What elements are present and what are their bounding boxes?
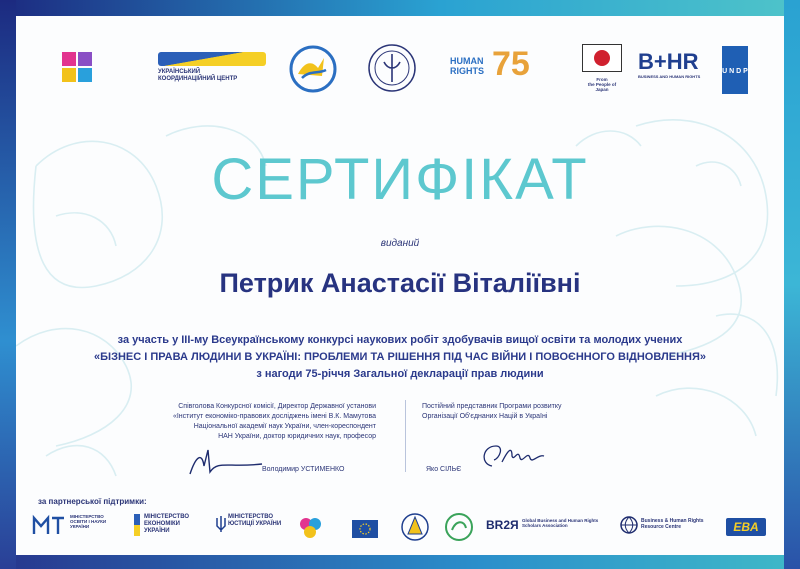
br2-text: BR2Я — [486, 518, 519, 532]
mohm-line-3: УКРАЇНИ — [70, 524, 90, 529]
right-title-line-1: Постійний представник Програми розвитку — [422, 403, 562, 410]
coordination-center-logo — [158, 52, 266, 83]
undp-text: U N D P — [722, 68, 748, 75]
ministry-justice-logo — [216, 514, 286, 534]
human-rights-text: HUMAN RIGHTS — [450, 56, 485, 76]
puzzle-logo-icon — [60, 50, 96, 86]
mohm-line-1: МІНІСТЕРСТВО — [70, 514, 104, 519]
right-signature-image — [478, 438, 548, 472]
signature-divider — [405, 400, 406, 472]
ombudsman-logo-icon — [288, 44, 338, 94]
border-right — [784, 0, 800, 569]
recipient-name: Петрик Анастасії Віталіївні — [219, 268, 581, 298]
left-title-line-1: Співголова Конкурсної комісії, Директор Державної установи — [178, 403, 376, 410]
left-signatory-name: Володимир УСТИМЕНКО — [262, 466, 345, 473]
left-signature-image — [184, 446, 264, 478]
economy-line-1: МІНІСТЕРСТВО — [144, 514, 190, 520]
partners-label: за партнерської підтримки: — [38, 497, 147, 506]
japan-caption-line-1: From — [596, 77, 608, 82]
description-line-1: за участь у ІІІ-му Всеукраїнському конкурсі наукових робіт здобувачів вищої освіти та молодих учених — [117, 334, 683, 346]
bhrrc-line-1: Business & Human Rights — [641, 518, 704, 524]
bhr-logo — [638, 50, 718, 79]
economy-line-3: УКРАЇНИ — [144, 528, 170, 534]
justice-line-1: МІНІСТЕРСТВО — [228, 514, 274, 520]
border-left — [0, 0, 16, 569]
left-title-line-4: НАН України, доктор юридичних наук, професор — [218, 433, 376, 440]
japan-aid-logo — [582, 44, 628, 92]
emblem-partner-icon — [400, 512, 430, 542]
certificate-body — [16, 16, 784, 555]
top-logo-row — [16, 38, 784, 118]
ua-flag-stroke — [158, 52, 266, 66]
economy-flag-icon — [134, 514, 140, 536]
green-circle-partner-icon — [444, 512, 474, 542]
partner-logo-row — [16, 510, 784, 550]
br2-logo — [486, 518, 606, 532]
border-top — [0, 0, 800, 16]
bhr-text: B+HR — [638, 49, 699, 74]
institute-emblem-icon — [366, 42, 418, 94]
council-of-europe-icon — [352, 520, 378, 538]
right-signatory-name: Яко СІЛЬЄ — [426, 466, 462, 473]
br2-caption-line-1: Global Business and Human Rights — [522, 518, 599, 523]
japan-flag-icon — [582, 44, 622, 72]
certificate-title: СЕРТИФІКАТ — [211, 147, 589, 212]
description-line-3: з нагоди 75-річчя Загальної декларації прав людини — [256, 368, 544, 380]
border-bottom — [0, 555, 800, 569]
ministry-economy-logo — [134, 514, 214, 536]
eba-logo — [726, 518, 766, 536]
eba-text: EBA — [733, 520, 759, 534]
human-rights-75-logo — [450, 45, 530, 88]
issued-label: виданий — [380, 238, 420, 249]
hands-partner-icon — [298, 514, 324, 540]
mohm-mark-icon — [32, 514, 66, 536]
left-title-line-2: «Інститут економіко-правових досліджень імені В.К. Мамутова — [172, 413, 376, 420]
left-title-line-3: Національної академії наук України, член-кореспондент — [193, 423, 376, 430]
japan-caption-line-2: the People of Japan — [587, 82, 617, 92]
mohm-line-2: ОСВІТИ І НАУКИ — [70, 519, 107, 524]
coordination-center-line-1: УКРАЇНСЬКИЙ — [158, 69, 201, 75]
mohm-logo — [32, 514, 122, 536]
left-signatory-title — [106, 402, 376, 442]
br2-caption-line-2: Scholars Association — [522, 523, 568, 528]
bhrrc-line-2: Resource Centre — [641, 524, 682, 530]
coordination-center-line-2: КООРДИНАЦІЙНИЙ ЦЕНТР — [158, 76, 238, 82]
bhr-caption: BUSINESS AND HUMAN RIGHTS — [638, 74, 701, 79]
description-line-2: «БІЗНЕС І ПРАВА ЛЮДИНИ В УКРАЇНІ: ПРОБЛЕМИ ТА РІШЕННЯ ПІД ЧАС ВІЙНИ І ПОВОЄННОГО ВІДНОВЛЕННЯ» — [94, 351, 706, 363]
trident-icon — [216, 514, 226, 534]
economy-line-2: ЕКОНОМІКИ — [144, 521, 180, 527]
right-title-line-2: Організації Об'єднаних Націй в Україні — [422, 413, 548, 420]
human-rights-number: 75 — [492, 45, 530, 83]
justice-line-2: ЮСТИЦІЇ УКРАЇНИ — [228, 521, 282, 527]
undp-logo — [722, 46, 748, 94]
bhrrc-logo — [620, 516, 720, 534]
globe-icon — [620, 516, 638, 534]
right-signatory-title — [422, 402, 652, 422]
